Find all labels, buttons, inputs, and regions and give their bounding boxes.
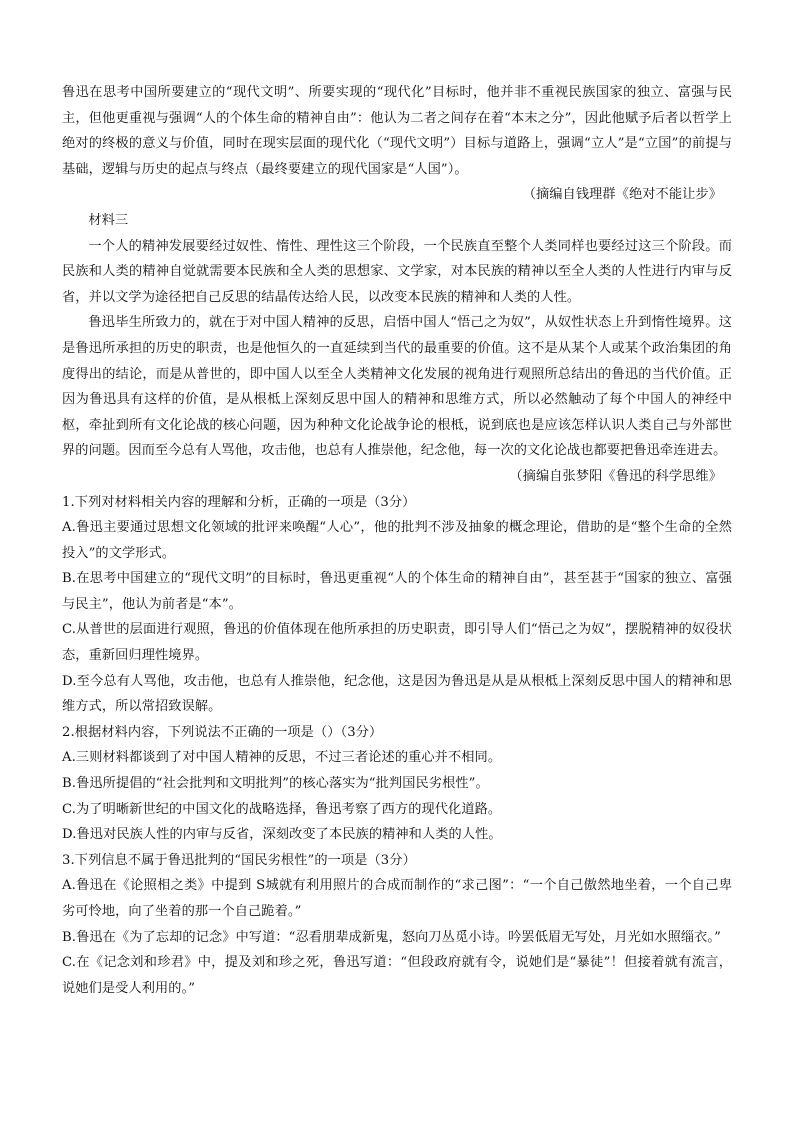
source-citation-2: （摘编自张梦阳《鲁迅的科学思维》 (509, 468, 722, 484)
question-3 (62, 848, 732, 1002)
question-option: B.鲁迅所提倡的“社会批判和文明批判”的核心落实为“批判国民劣根性”。 (62, 776, 489, 792)
question-stem: 2.根据材料内容，下列说法不正确的一项是（）（3分） (62, 724, 383, 740)
paragraph-material-3-1: 一个人的精神发展要经过奴性、惰性、理性这三个阶段，一个民族直至整个人类同样也要经过这三个阶段。而民族和人类的精神自觉就需要本民族和全人类的思想家、文学家，对本民族的精神以至全人类的人性进行内审与反省，并以文学为途径把自己反思的结晶传达给人民，以改变本民族的精神和人类的人性。 (62, 238, 732, 305)
source-citation-1: （摘编自钱理群《绝对不能让步》 (522, 187, 722, 203)
question-option: C.从普世的层面进行观照，鲁迅的价值体现在他所承担的历史职责，即引导人们“悟己之为奴”，摆脱精神的奴役状态，重新回归理性境界。 (62, 622, 732, 664)
question-option: D.鲁迅对民族人性的内审与反省，深刻改变了本民族的精神和人类的人性。 (62, 827, 502, 843)
question-option: B.鲁迅在《为了忘却的记念》中写道：“忍看朋辈成新鬼，怒向刀丛觅小诗。吟罢低眉无写处，月光如水照缁衣。” (62, 929, 721, 945)
question-2 (62, 720, 732, 848)
question-option: A.鲁迅在《论照相之类》中提到 S城就有利用照片的合成而制作的“求己图”：“一个自己傲然地坐着，一个自己卑劣可怜地，向了坐着的那一个自己跪着。” (62, 878, 732, 919)
paragraph-material-2-end: 鲁迅在思考中国所要建立的“现代文明”、所要实现的“现代化”目标时，他并非不重视民族国家的独立、富强与民主，但他更重视与强调“人的个体生命的精神自由”：他认为二者之间存在着“本末之分”，因此他赋予后者以哲学上绝对的终极的意义与价值，同时在现实层面的现代化（“现代文明”）目标与道路上，强调“立人”是“立国”的前提与基础，逻辑与历史的起点与终点（最终要建立的现代国家是“人国”）。 (62, 85, 732, 177)
question-option: A.三则材料都谈到了对中国人精神的反思，不过三者论述的重心并不相同。 (62, 750, 502, 766)
document-page (62, 80, 732, 1001)
question-option: D.至今总有人骂他，攻击他，也总有人推崇他，纪念他，这是因为鲁迅是从是从根柢上深刻反思中国人的精神和思维方式，所以常招致误解。 (62, 673, 732, 715)
question-option: C.在《记念刘和珍君》中，提及刘和珍之死，鲁迅写道：“但段政府就有令，说她们是“暴徒”！但接着就有流言，说她们是受人利用的。” (62, 955, 732, 996)
material-3-heading: 材料三 (88, 212, 129, 228)
question-stem: 3.下列信息不属于鲁迅批判的“国民劣根性”的一项是（3分） (62, 852, 416, 868)
question-1 (62, 490, 732, 720)
paragraph-material-3-2: 鲁迅毕生所致力的，就在于对中国人精神的反思，启悟中国人“悟己之为奴”，从奴性状态上升到惰性境界。这是鲁迅所承担的历史的职责，也是他恒久的一直延续到当代的最重要的价值。这不是从某个人或某个政治集团的角度得出的结论，而是从普世的，即中国人以至全人类精神文化发展的视角进行观照所总结出的鲁迅的当代价值。正因为鲁迅具有这样的价值，是从根柢上深刻反思中国人的精神和思维方式，所以必然触动了每个中国人的神经中枢，牵扯到所有文化论战的核心问题，因为种种文化论战争论的根柢，说到底也是应该怎样认识人类自己与外部世界的问题。因而至今总有人骂他，攻击他，也总有人推崇他，纪念他，每一次的文化论战也都要把鲁迅牵连进去。 (62, 315, 732, 459)
question-option: B.在思考中国建立的“现代文明”的目标时，鲁迅更重视“人的个体生命的精神自由”，甚至甚于“国家的独立、富强与民主”，他认为前者是“本”。 (62, 571, 732, 612)
question-option: C.为了明晰新世纪的中国文化的战略选择，鲁迅考察了西方的现代化道路。 (62, 801, 502, 817)
question-stem: 1.下列对材料相关内容的理解和分析，正确的一项是（3分） (62, 494, 416, 510)
question-option: A.鲁迅主要通过思想文化领域的批评来唤醒“人心”，他的批判不涉及抽象的概念理论，借助的是“整个生命的全然投入”的文学形式。 (62, 520, 732, 561)
